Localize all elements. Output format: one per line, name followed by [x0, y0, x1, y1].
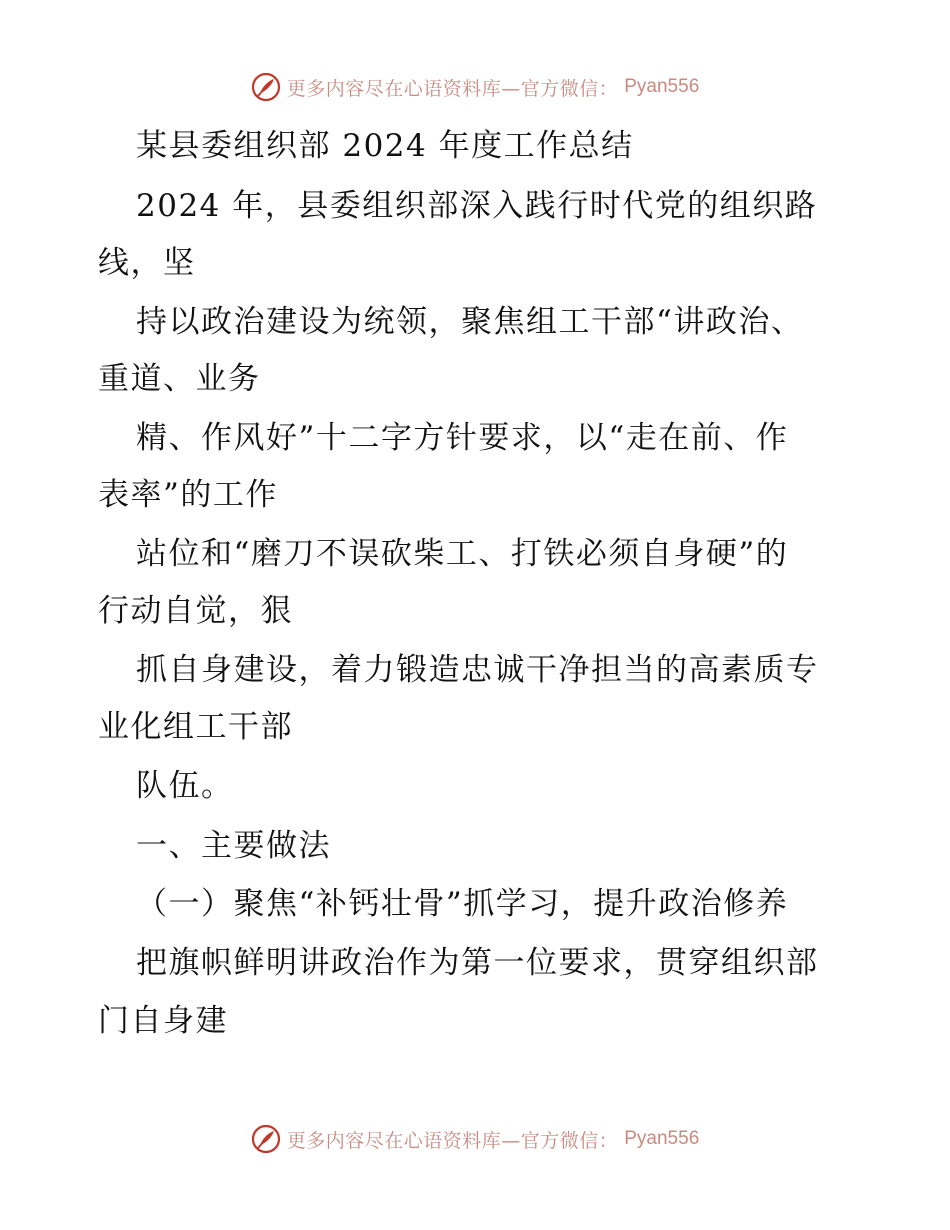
watermark-wechat-id: Pyan556 [624, 76, 700, 97]
paragraph-line: 队伍。 [136, 768, 234, 804]
section-heading: 一、主要做法 [136, 828, 331, 864]
paragraph-line: 站位和“磨刀不误砍柴工、打铁必须自身硬”的 [136, 536, 789, 572]
paragraph-line: 行动自觉，狠 [98, 593, 293, 629]
paragraph-line: 表率”的工作 [98, 477, 278, 513]
feather-quill-icon [251, 1124, 281, 1154]
paragraph-line: 重道、业务 [98, 361, 261, 397]
document-title: 某县委组织部 2024 年度工作总结 [136, 128, 634, 164]
footer-watermark [0, 1124, 950, 1154]
watermark-text: 更多内容尽在心语资料库—官方微信： [286, 77, 619, 100]
watermark-text: 更多内容尽在心语资料库—官方微信： [286, 1129, 619, 1152]
paragraph-line: 把旗帜鲜明讲政治作为第一位要求，贯穿组织部 [136, 945, 819, 981]
paragraph-line: 持以政治建设为统领，聚焦组工干部“讲政治、 [136, 304, 804, 340]
header-watermark [0, 72, 950, 102]
paragraph-line: 精、作风好”十二字方针要求，以“走在前、作 [136, 420, 789, 456]
paragraph-line: 门自身建 [98, 1003, 228, 1039]
paragraph-line: 2024 年，县委组织部深入践行时代党的组织路 [136, 188, 818, 224]
paragraph-line: 线，坚 [98, 245, 196, 281]
feather-quill-icon [251, 72, 281, 102]
watermark-wechat-id: Pyan556 [624, 1128, 700, 1149]
paragraph-line: 抓自身建设，着力锻造忠诚干净担当的高素质专 [136, 652, 819, 688]
subsection-heading: （一）聚焦“补钙壮骨”抓学习，提升政治修养 [136, 886, 789, 922]
paragraph-line: 业化组工干部 [98, 709, 293, 745]
